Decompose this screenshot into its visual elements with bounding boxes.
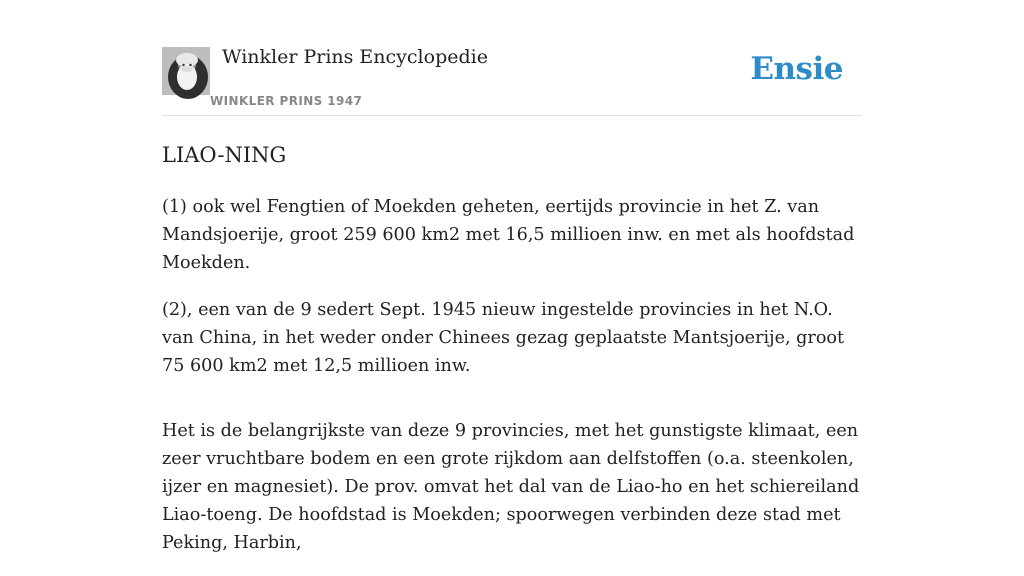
header-divider [162, 115, 862, 116]
author-avatar[interactable] [162, 47, 210, 95]
article-paragraph: (1) ook wel Fengtien of Moekden geheten, eertijds provincie in het Z. van Mandsjoerije, groot 259 600 km2 met 16,5 millioen inw. en met als hoofdstad Moekden. [162, 197, 855, 273]
article-paragraph: (2), een van de 9 sedert Sept. 1945 nieuw ingestelde provincies in het N.O. van China, in het weder onder Chinees gezag geplaatste Mantsjoerije, groot 75 600 km2 met 12,5 millioen inw. [162, 300, 845, 376]
header [162, 45, 862, 115]
article [162, 140, 862, 576]
source-label[interactable]: WINKLER PRINS 1947 [210, 94, 363, 108]
bearded-man-portrait-icon [162, 47, 210, 95]
article-paragraph: Het is de belangrijkste van deze 9 provincies, met het gunstigste klimaat, een zeer vruchtbare bodem en een grote rijkdom aan delfstoffen (o.a. steenkolen, ijzer en magnesiet). De prov. omvat het dal van de Liao-ho en het schiereiland Liao-toeng. De hoofdstad is Moekden; spoorwegen verbinden deze stad met Peking, Harbin, [162, 421, 860, 553]
site-title[interactable]: Winkler Prins Encyclopedie [222, 46, 488, 68]
ensie-logo[interactable]: Ensie [750, 51, 843, 87]
article-title: LIAO-NING [162, 143, 287, 167]
